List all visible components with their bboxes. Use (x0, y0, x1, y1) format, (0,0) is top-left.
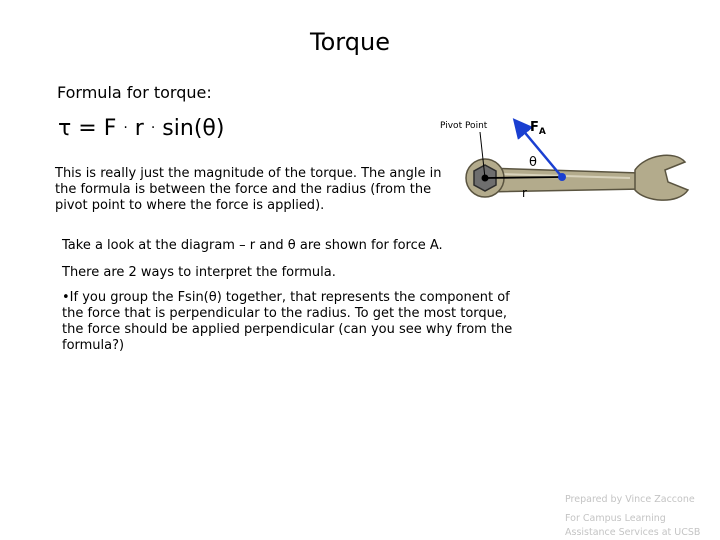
radius-symbol: r (134, 116, 144, 141)
theta-label: θ (529, 155, 537, 170)
credit-author: Prepared by Vince Zaccone (565, 494, 695, 505)
pivot-point-label: Pivot Point (440, 121, 488, 131)
explanation-paragraph: This is really just the magnitude of the torque. The angle in the formula is between the force and the radius (from the pivot point to where the force is applied). (55, 166, 442, 213)
wrench-diagram (430, 110, 700, 220)
bullet-item: •If you group the Fsin(θ) together, that represents the component of the force that is perpendicular to the radius. To get the most torque, the force should be applied perpendicular (can you see why from the formula?) (62, 290, 513, 353)
radius-line (485, 177, 562, 178)
tau-symbol: τ (58, 116, 72, 141)
torque-formula (58, 116, 224, 141)
formula-heading: Formula for torque: (57, 83, 212, 102)
force-symbol: F (103, 116, 117, 141)
dot-operator: · (123, 120, 128, 136)
slide-title: Torque (310, 28, 390, 56)
force-a-label: $F_A$ (530, 120, 546, 137)
diagram-note: Take a look at the diagram – r and θ are shown for force A. (62, 238, 443, 253)
dot-operator: · (150, 120, 156, 136)
interpretation-intro: There are 2 ways to interpret the formula. (62, 265, 336, 280)
equals-sign: = (78, 116, 97, 141)
credit-organization: For Campus Learning Assistance Services at UCSB (565, 513, 701, 538)
radius-label: r (522, 186, 527, 200)
sine-term: sin(θ) (162, 116, 225, 141)
